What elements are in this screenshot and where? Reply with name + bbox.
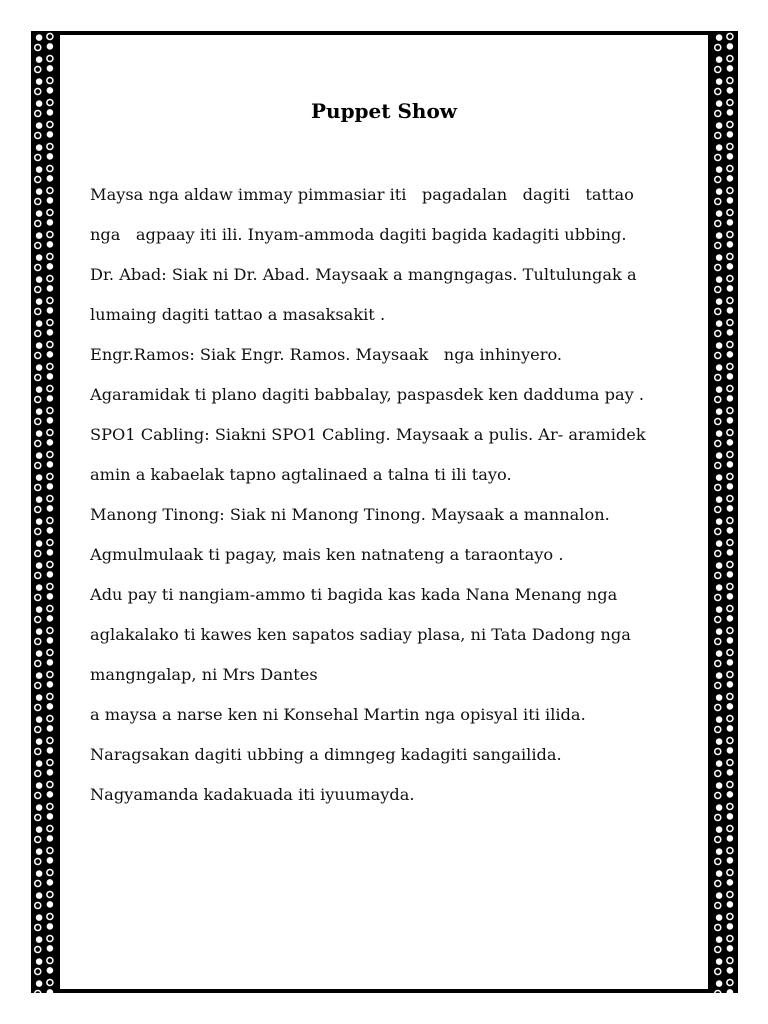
border-bottom-line <box>31 989 738 993</box>
body-line: Nagyamanda kadakuada iti iyuumayda. <box>90 785 415 804</box>
body-line: SPO1 Cabling: Siakni SPO1 Cabling. Maysaak a pulis. Ar- aramidek <box>90 425 646 444</box>
body-line: Agaramidak ti plano dagiti babbalay, paspasdek ken dadduma pay . <box>90 385 645 404</box>
body-line: Adu pay ti nangiam-ammo ti bagida kas kada Nana Menang nga <box>90 585 618 604</box>
body-line: Agmulmulaak ti pagay, mais ken natnateng a taraontayo . <box>90 545 564 564</box>
body-line: a maysa a narse ken ni Konsehal Martin nga opisyal iti ilida. <box>90 705 586 724</box>
body-line: Dr. Abad: Siak ni Dr. Abad. Maysaak a mangngagas. Tultulungak a <box>90 265 637 284</box>
body-line: Maysa nga aldaw immay pimmasiar iti pagadalan dagiti tattao <box>90 185 634 204</box>
body-line: Manong Tinong: Siak ni Manong Tinong. Maysaak a mannalon. <box>90 505 610 524</box>
body-line: lumaing dagiti tattao a masaksakit . <box>90 305 386 324</box>
body-line: mangngalap, ni Mrs Dantes <box>90 665 318 684</box>
body-line: Engr.Ramos: Siak Engr. Ramos. Maysaak nga inhinyero. <box>90 345 563 364</box>
body-line: aglakalako ti kawes ken sapatos sadiay plasa, ni Tata Dadong nga <box>90 625 631 644</box>
document-title: Puppet Show <box>310 99 457 123</box>
body-line: Naragsakan dagiti ubbing a dimngeg kadagiti sangailida. <box>90 745 562 764</box>
body-line: nga agpaay iti ili. Inyam-ammoda dagiti bagida kadagiti ubbing. <box>90 225 627 244</box>
right-swirl-border <box>711 31 738 993</box>
body-line: amin a kabaelak tapno agtalinaed a talna ti ili tayo. <box>90 465 512 484</box>
left-swirl-border <box>31 31 58 993</box>
story-body <box>90 175 680 815</box>
